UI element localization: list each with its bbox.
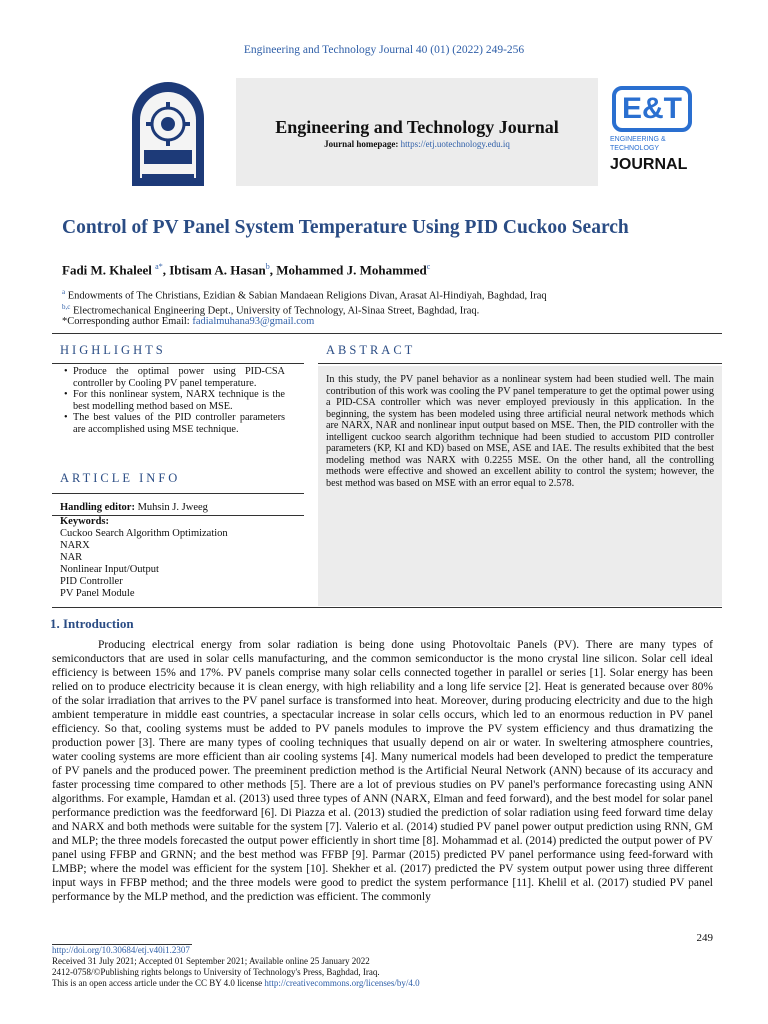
corresponding-author	[62, 316, 722, 327]
abstract-text-start: In this study, the PV panel behavior as a nonlinear system had been studied well. The main contribution of this work was cooling the PV panel temperature to get the optimal power using a PID-CSA controller which was never employed previously in this application. In the beginning, the system has been modeled using three artificial neural network methods which are NARX, NAR and nonlinear input output based on MSE. Then, the PID controller with the intelligent cuckoo search algorithm technique had been studied to accustom PID controller parameters (	[326, 374, 714, 454]
abstract-heading: ABSTRACT	[326, 343, 416, 357]
journal-name: Engineering and Technology Journal	[275, 117, 559, 137]
highlights-list	[60, 366, 285, 435]
pid-params: KP, KI and KD	[377, 443, 441, 454]
journal-logo	[610, 86, 695, 181]
divider	[52, 363, 304, 364]
corresponding-label: *Corresponding author Email:	[62, 316, 190, 327]
divider	[52, 607, 722, 608]
author-sup: a*	[155, 262, 163, 271]
corresponding-email[interactable]: fadialmuhana93@gmail.com	[192, 316, 315, 327]
keyword: PV Panel Module	[60, 588, 135, 599]
affiliation-text: Electromechanical Engineering Dept., University of Technology, Al-Sinaa Street, Baghdad, Iraq.	[72, 305, 480, 317]
logo-right-word: JOURNAL	[610, 156, 688, 173]
logo-right-letters: E&T	[622, 92, 682, 125]
author-name: Ibtisam A. Hasan	[169, 262, 266, 278]
abstract-text	[326, 374, 714, 489]
doi-link[interactable]: http://doi.org/10.30684/etj.v40i1.2307	[52, 945, 190, 955]
license-link[interactable]: http://creativecommons.org/licenses/by/4.0	[264, 978, 420, 988]
handling-label: Handling editor:	[60, 502, 135, 513]
logo-right-line1: ENGINEERING &	[610, 136, 666, 143]
list-item: • Produce the optimal power using PID-CSA controller by Cooling PV panel temperature.	[60, 366, 285, 389]
license	[52, 978, 712, 988]
list-item: • The best values of the PID controller parameters are accomplished using MSE technique.	[60, 412, 285, 435]
affiliation-sup: a	[62, 288, 66, 296]
homepage-link[interactable]: https://etj.uotechnology.edu.iq	[400, 139, 510, 149]
introduction-body	[52, 638, 713, 904]
keyword: PID Controller	[60, 576, 123, 587]
journal-homepage	[236, 139, 598, 149]
highlights-heading: HIGHLIGHTS	[60, 343, 166, 357]
running-head: Engineering and Technology Journal 40 (01) (2022) 249-256	[243, 44, 525, 56]
keyword: NAR	[60, 552, 83, 563]
paragraph: Producing electrical energy from solar radiation is being done using Photovoltaic Panels (PV). There are many types of semiconductors that are used in solar cells manufacturing, and the common semiconductor is the mono crystal line silicon. Solar cell ideal efficiency is between 15% and 17%. PV panels comprise many solar cells connected together in parallel or series [1]. Solar energy has been relied on to produce electricity because it is clean energy, with high reliability and a long life service [2]. Heat is generated because over 80% of the solar irradiation that arrives to the PV panel surface is transformed into heat. Moreover, during producing electricity and due to the high ambient temperature in middle east countries, a spectacular increase in solar cells occurs, which led to an enormous reduction in PV panel efficiency. So that, cooling systems must be added to PV panels modules to improve the PV system efficiency and thus dramatizing the production power [3]. There are many types of cooling techniques that usually depend on air or water. In sweltering atmosphere countries, water cooling systems are more efficient than air cooling systems [4]. Many numerical models had been developed to predict the temperature of PV panels and the produced power. The preeminent prediction method is the Artificial Neural Network (ANN) because of its accuracy and faster processing time compared to other methods [5]. There are a lot of previous studies on PV panel's performance forecasting using ANN algorithms. For example, Hamdan et al. (2013) used three types of ANN (NARX, Elman and feed forward), and the best model for solar panel performance prediction was the feedforward [6]. Di Piazza et al. (2013) studied the prediction of solar radiation using feed forward time delay and NARX and both methods were suitable for the system [7]. Valerio et al. (2014) studied PV panel power output prediction using RNN, GM and MLP; the three models forecasted the output power efficiently in short time [8]. Mohammad et al. (2014) predicted the output power of PV panel using FFBP and GRNN; and the best method was FFBP [9]. Parmar (2015) predicted PV panel performance using feed-forward with LMBP; where the model was efficient for the system [10]. Shekher et al. (2017) predicted the PV system output power using three different input ways in FFBP method; and the three models were good to predict the system performance [11]. Khelil et al. (2017) studied PV panel performance by the MLP method, and the prediction was efficient. The commonly	[52, 639, 713, 903]
license-text: This is an open access article under the CC BY 4.0 license	[52, 978, 263, 988]
keyword: Nonlinear Input/Output	[60, 564, 159, 575]
keyword: NARX	[60, 540, 90, 551]
author-sup: c	[426, 262, 431, 271]
affiliation	[62, 303, 722, 317]
divider	[52, 333, 722, 334]
keywords	[60, 516, 310, 600]
list-item: • For this nonlinear system, NARX technique is the best modelling method based on MSE.	[60, 389, 285, 412]
handling-editor	[60, 502, 310, 514]
abstract-text-end: ) based on MSE, ASE and IAE. The results exhibited that the best modeling method was NARX with 0.2255 MSE. On the other hand, all the controlling methods were effective and showed an excellent ability to control the system; however, the best method was based on MSE with an error equal to 2.578.	[326, 443, 714, 489]
authors: Fadi M. Khaleel $^{a*}$, Ibtisam A. Hasan$^b$, Mohammed J. Mohammed$^c$	[62, 262, 431, 278]
paper-title: Control of PV Panel System Temperature Using PID Cuckoo Search	[62, 217, 629, 238]
affiliation	[62, 288, 722, 302]
keyword: Cuckoo Search Algorithm Optimization	[60, 528, 228, 539]
divider	[318, 363, 722, 364]
keywords-label: Keywords:	[60, 516, 109, 527]
homepage-label: Journal homepage:	[324, 139, 399, 149]
author-sup: b	[265, 262, 270, 271]
affiliation-sup: b,c	[62, 303, 71, 311]
logo-right-line2: TECHNOLOGY	[610, 145, 660, 152]
author-name: Mohammed J. Mohammed	[276, 262, 427, 278]
article-dates: Received 31 July 2021; Accepted 01 September 2021; Available online 25 January 2022	[52, 956, 370, 966]
page-number: 249	[696, 932, 713, 944]
section-heading: 1. Introduction	[50, 616, 134, 631]
logo-left-caption: UNIVERSITY OF TECHNOLOGY-IRAQ	[133, 180, 203, 185]
article-info-heading: ARTICLE INFO	[60, 471, 181, 485]
affiliation-text: Endowments of The Christians, Ezidian & Sabian Mandaean Religions Divan, Arasat Al-Hindiyah, Baghdad, Iraq	[67, 290, 547, 302]
copyright: 2412-0758/©Publishing rights belongs to University of Technology's Press, Baghdad, Iraq.	[52, 967, 380, 977]
author-name: Fadi M. Khaleel	[62, 262, 152, 278]
university-logo	[128, 78, 208, 188]
handling-editor-name: Muhsin J. Jweeg	[137, 502, 208, 513]
divider	[52, 493, 304, 494]
